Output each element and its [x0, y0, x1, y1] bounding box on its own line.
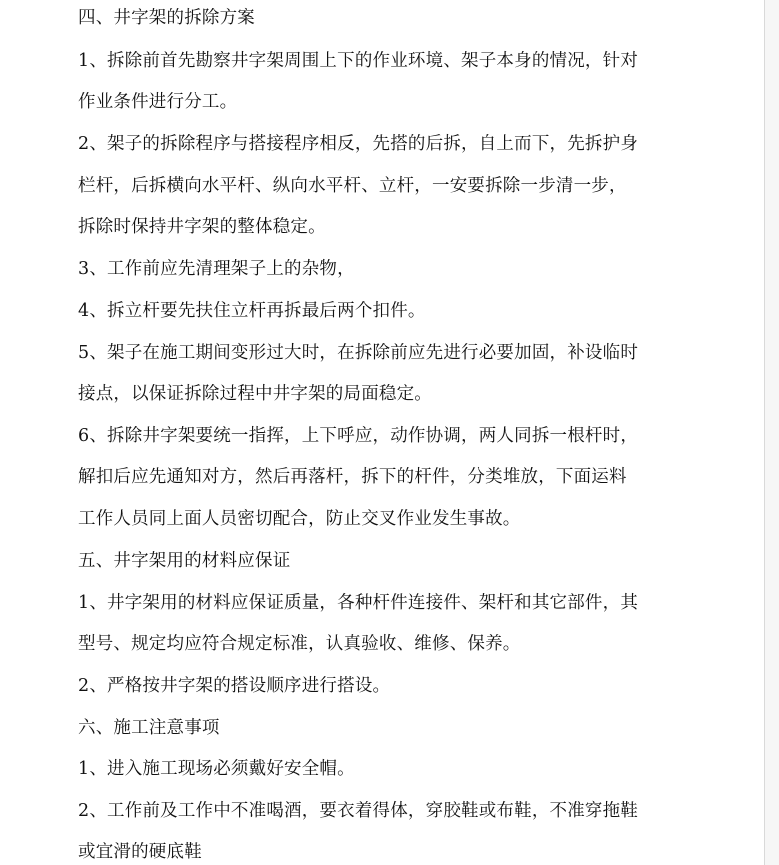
- paragraph-line: 2、工作前及工作中不准喝酒，要衣着得体，穿胶鞋或布鞋，不准穿拖鞋: [78, 801, 639, 821]
- paragraph-line: 5、架子在施工期间变形过大时，在拆除前应先进行必要加固，补设临时: [78, 343, 639, 363]
- paragraph-line: 1、拆除前首先勘察井字架周围上下的作业环境、架子本身的情况，针对: [78, 51, 639, 71]
- paragraph-line: 2、严格按井字架的搭设顺序进行搭设。: [78, 676, 391, 696]
- paragraph-line: 1、进入施工现场必须戴好安全帽。: [78, 759, 355, 779]
- paragraph-line: 2、架子的拆除程序与搭接程序相反，先搭的后拆，自上而下，先拆护身: [78, 134, 639, 154]
- paragraph-line: 6、拆除井字架要统一指挥，上下呼应，动作协调，两人同拆一根杆时，: [78, 426, 639, 446]
- paragraph-line: 型号、规定均应符合规定标准，认真验收、维修、保养。: [78, 634, 521, 654]
- section-heading-6: 六、施工注意事项: [78, 718, 220, 738]
- paragraph-line: 拆除时保持井字架的整体稳定。: [78, 217, 326, 237]
- paragraph-line: 1、井字架用的材料应保证质量，各种杆件连接件、架杆和其它部件，其: [78, 593, 639, 613]
- paragraph-line: 作业条件进行分工。: [78, 92, 238, 112]
- window-edge: [765, 0, 779, 865]
- section-heading-4: 四、井字架的拆除方案: [78, 8, 255, 28]
- paragraph-line: 3、工作前应先清理架子上的杂物，: [78, 259, 355, 279]
- paragraph-line: 栏杆，后拆横向水平杆、纵向水平杆、立杆，一安要拆除一步清一步，: [78, 176, 627, 196]
- paragraph-line: 4、拆立杆要先扶住立杆再拆最后两个扣件。: [78, 301, 426, 321]
- paragraph-line: 工作人员同上面人员密切配合，防止交叉作业发生事故。: [78, 509, 521, 529]
- section-heading-5: 五、井字架用的材料应保证: [78, 551, 291, 571]
- paragraph-line: 或宜滑的硬底鞋: [78, 842, 202, 862]
- paragraph-line: 接点，以保证拆除过程中井字架的局面稳定。: [78, 384, 432, 404]
- paragraph-line: 解扣后应先通知对方，然后再落杆，拆下的杆件，分类堆放，下面运料: [78, 467, 627, 487]
